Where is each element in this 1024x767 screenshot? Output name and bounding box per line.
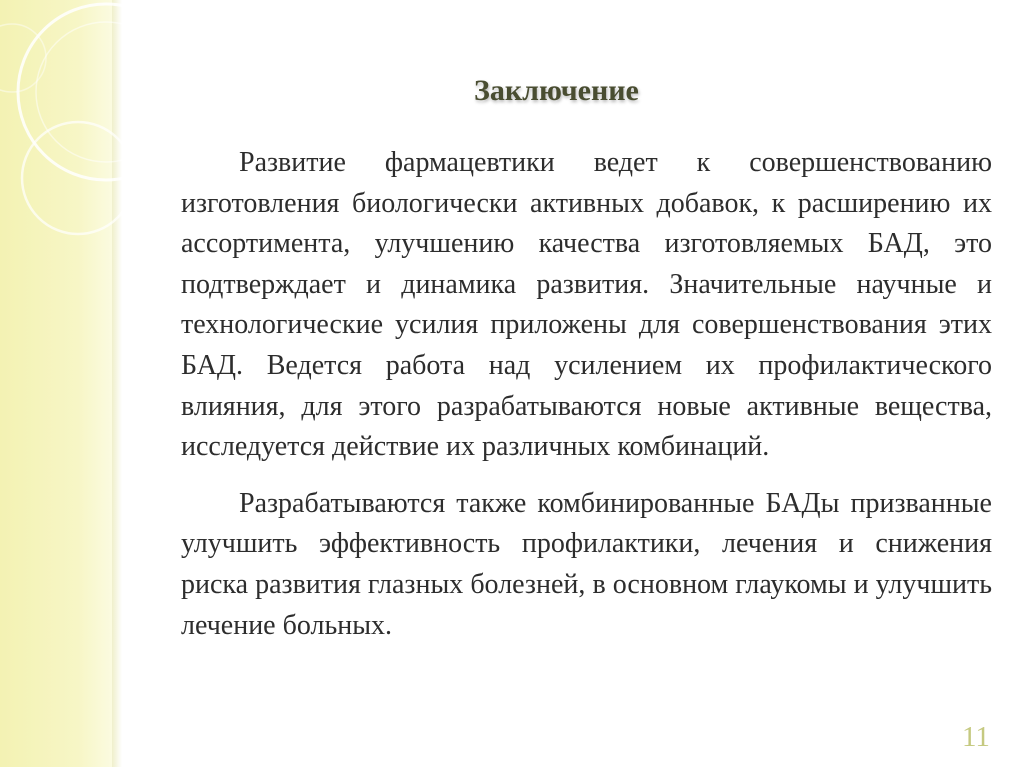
slide-body [181, 143, 992, 646]
decorative-circles-icon [0, 0, 200, 320]
paragraph-1: Развитие фармацевтики ведет к совершенствованию изготовления биологически активных добавок, к расширению их ассортимента, улучшению качества изготовляемых БАД, это подтверждает и динамика развития. Значительные научные и технологические усилия приложены для совершенствования этих БАД. Ведется работа над усилением их профилактического влияния, для этого разрабатываются новые активные вещества, исследуется действие их различных комбинаций. [181, 147, 992, 463]
slide-title: Заключение [474, 74, 639, 107]
paragraph-2: Разрабатываются также комбинированные БАДы призванные улучшить эффективность профилактики, лечения и снижения риска развития глазных болезней, в основном глаукомы и улучшить лечение больных. [181, 487, 992, 641]
page-number: 11 [962, 721, 990, 753]
